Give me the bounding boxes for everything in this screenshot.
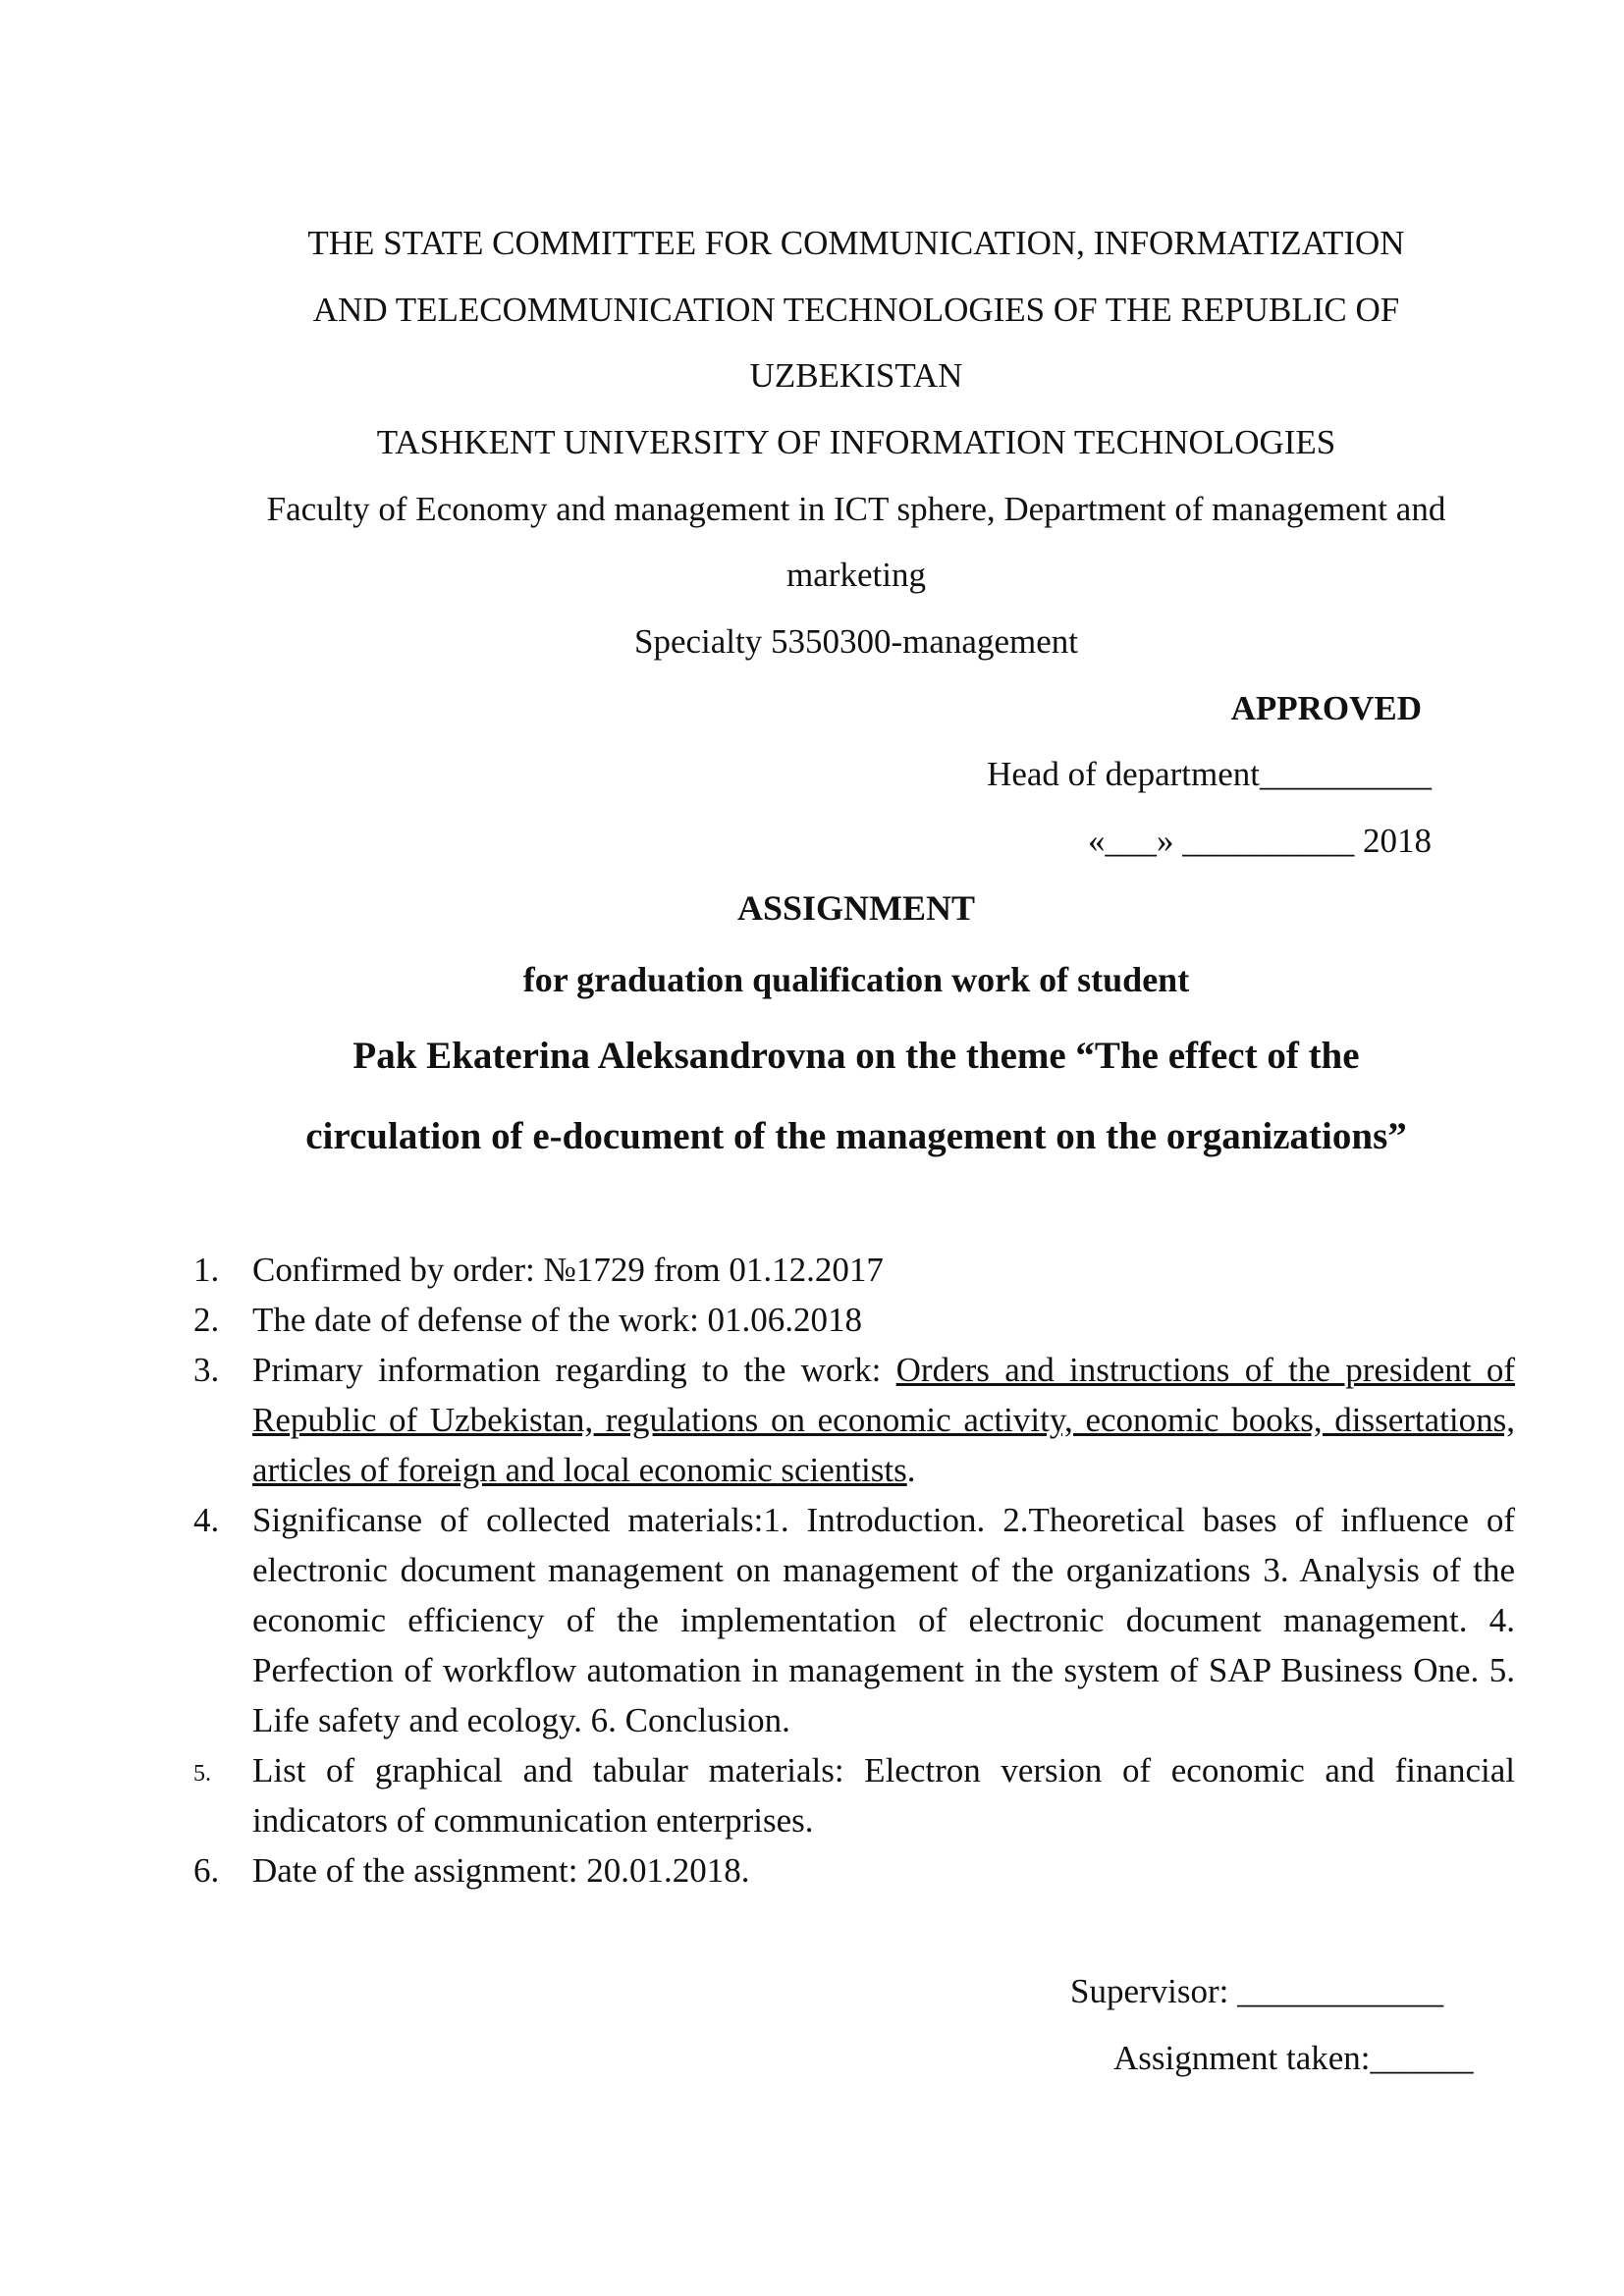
assignment-list	[193, 1245, 1515, 1896]
item-number: 5.	[193, 1761, 211, 1787]
item-text: Date of the assignment: 20.01.2018.	[252, 1851, 750, 1890]
list-item	[193, 1745, 1515, 1845]
approval-date: «___» __________ 2018	[1088, 822, 1432, 860]
faculty-line-1: Faculty of Economy and management in ICT sphere, Department of management and	[266, 490, 1446, 528]
list-item	[193, 1295, 1515, 1345]
list-item	[193, 1345, 1515, 1495]
approved-label: APPROVED	[1230, 689, 1422, 727]
head-of-department: Head of department__________	[987, 755, 1432, 793]
theme-line-2: circulation of e-document of the management on the organizations”	[305, 1115, 1407, 1157]
assignment-subtitle: for graduation qualification work of student	[522, 960, 1190, 999]
item-number: 6.	[193, 1851, 220, 1890]
list-item	[193, 1245, 1515, 1295]
assignment-taken-signature: Assignment taken:______	[1113, 2039, 1474, 2077]
item-tail: .	[906, 1451, 916, 1489]
assignment-title: ASSIGNMENT	[736, 888, 976, 928]
primary-information-sources: Orders and instructions of the president of Republic of Uzbekistan, regulations on economic activity, economic books, dissertations, articles of foreign and local economic scientists	[252, 1351, 1515, 1489]
item-text: Significanse of collected materials:1. Introduction. 2.Theoretical bases of influence of electronic document management on management of the organizations 3. Analysis of the economic efficiency of the implementation of electronic document management. 4. Perfection of workflow automation in management in the system of SAP Business One. 5. Life safety and ecology. 6. Conclusion.	[252, 1501, 1515, 1739]
item-text: The date of defense of the work: 01.06.2018	[252, 1301, 863, 1339]
list-item	[193, 1845, 1515, 1896]
item-text: Confirmed by order: №1729 from 01.12.2017	[252, 1251, 884, 1289]
item-number: 1.	[193, 1251, 220, 1289]
theme-line-1: Pak Ekaterina Aleksandrovna on the theme “The effect of the	[352, 1035, 1360, 1077]
item-number: 4.	[193, 1501, 220, 1539]
supervisor-signature: Supervisor: ____________	[1070, 1972, 1444, 2010]
item-text: List of graphical and tabular materials: Electron version of economic and financial indicators of communication enterprises.	[252, 1751, 1515, 1840]
committee-line-2: AND TELECOMMUNICATION TECHNOLOGIES OF THE REPUBLIC OF	[312, 291, 1400, 329]
item-label: Primary information regarding to the work:	[252, 1351, 896, 1389]
item-number: 2.	[193, 1301, 220, 1339]
item-number: 3.	[193, 1351, 220, 1389]
university-name: TASHKENT UNIVERSITY OF INFORMATION TECHNOLOGIES	[376, 423, 1336, 461]
committee-line-1: THE STATE COMMITTEE FOR COMMUNICATION, INFORMATIZATION	[307, 224, 1405, 262]
faculty-line-2: marketing	[786, 556, 926, 594]
list-item	[193, 1495, 1515, 1745]
specialty: Specialty 5350300-management	[634, 622, 1078, 661]
committee-line-3: UZBEKISTAN	[749, 356, 963, 395]
